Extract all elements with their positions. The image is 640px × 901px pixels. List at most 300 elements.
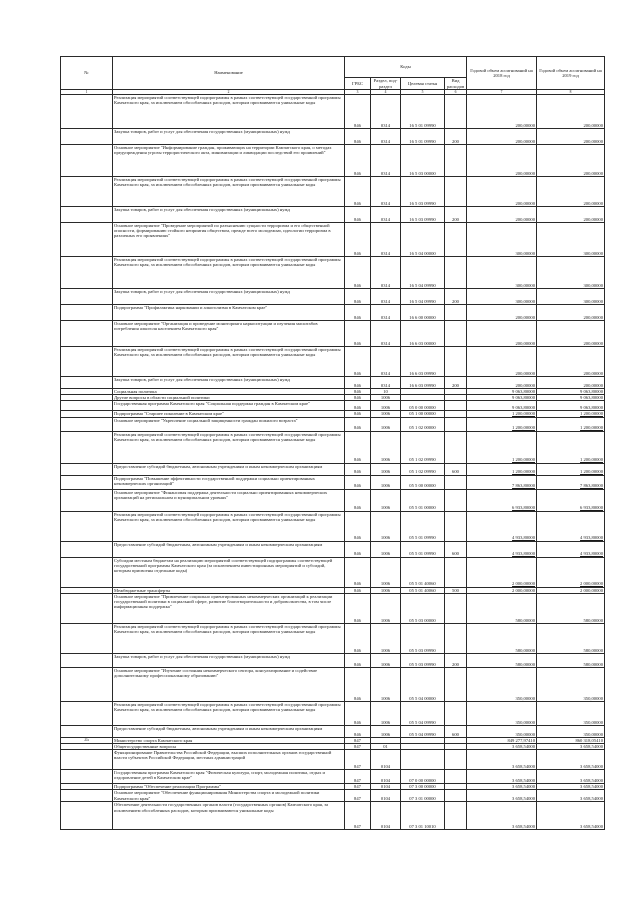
row-grbs: 846 xyxy=(345,401,371,411)
row-number xyxy=(61,653,113,667)
row-razdel: 10 xyxy=(371,389,401,395)
table-row xyxy=(61,431,605,463)
table-row xyxy=(61,257,605,289)
row-csr: 05 5 03 00000 xyxy=(401,593,445,623)
row-number xyxy=(61,177,113,207)
row-csr: 16 5 03 00000 xyxy=(401,145,445,177)
row-vr xyxy=(445,177,467,207)
row-amount-2019: 200,00000 xyxy=(537,321,605,347)
table-row xyxy=(61,207,605,223)
row-grbs: 847 xyxy=(345,750,371,770)
row-razdel: 1006 xyxy=(371,463,401,475)
row-amount-2018: 580,00000 xyxy=(467,593,537,623)
row-grbs: 846 xyxy=(345,257,371,289)
row-amount-2018: 200,00000 xyxy=(467,95,537,129)
row-amount-2019: 350,00000 xyxy=(537,667,605,701)
table-row xyxy=(61,177,605,207)
row-number xyxy=(61,321,113,347)
row-grbs: 846 xyxy=(345,289,371,305)
table-row xyxy=(61,802,605,830)
row-vr xyxy=(445,593,467,623)
row-vr xyxy=(445,321,467,347)
row-amount-2019: 300,00000 xyxy=(537,289,605,305)
row-name: Другие вопросы в области социальной политики xyxy=(113,395,345,401)
row-amount-2018: 200,00000 xyxy=(467,129,537,145)
row-name: Реализация мероприятий соответствующей подпрограммы в рамках соответствующей государственной программы Камчатского края, за исключением обособленных расходов, которым присваиваются уникальные коды xyxy=(113,511,345,541)
table-row xyxy=(61,725,605,737)
row-grbs: 846 xyxy=(345,177,371,207)
row-razdel: 1006 xyxy=(371,475,401,489)
row-number xyxy=(61,463,113,475)
row-vr: 200 xyxy=(445,289,467,305)
row-vr xyxy=(445,623,467,653)
row-csr: 05 0 00 00000 xyxy=(401,401,445,411)
row-amount-2019: 200,00000 xyxy=(537,377,605,389)
row-csr: 05 5 03 09990 xyxy=(401,653,445,667)
row-grbs: 846 xyxy=(345,389,371,395)
row-name: Предоставление субсидий бюджетным, автономным учреждениям и иным некоммерческим организациям xyxy=(113,463,345,475)
row-csr: 16 5 04 00000 xyxy=(401,223,445,257)
row-number xyxy=(61,701,113,725)
row-amount-2018: 1 200,00000 xyxy=(467,463,537,475)
row-number xyxy=(61,305,113,321)
row-grbs: 846 xyxy=(345,667,371,701)
row-number xyxy=(61,623,113,653)
row-razdel: 0314 xyxy=(371,377,401,389)
row-name: Основное мероприятие "Проведение мероприятий по разъяснению сущности терроризма и его общественной опасности, формированию стойкого неприятия обществом, прежде всего молодежью, идеологии терроризма в различных его проявлениях" xyxy=(113,223,345,257)
table-row xyxy=(61,305,605,321)
row-grbs: 846 xyxy=(345,587,371,593)
row-grbs: 846 xyxy=(345,347,371,377)
row-csr: 05 5 04 00000 xyxy=(401,667,445,701)
row-name: Закупка товаров, работ и услуг для обеспечения государственных (муниципальных) нужд xyxy=(113,377,345,389)
row-razdel: 1006 xyxy=(371,587,401,593)
table-row xyxy=(61,770,605,784)
row-amount-2019: 1 200,00000 xyxy=(537,417,605,431)
row-name: Закупка товаров, работ и услуг для обеспечения государственных (муниципальных) нужд xyxy=(113,653,345,667)
row-number xyxy=(61,417,113,431)
row-amount-2018: 350,00000 xyxy=(467,667,537,701)
table-row xyxy=(61,541,605,557)
row-amount-2019: 2 000,00000 xyxy=(537,557,605,587)
row-grbs: 846 xyxy=(345,725,371,737)
row-name: Закупка товаров, работ и услуг для обеспечения государственных (муниципальных) нужд xyxy=(113,289,345,305)
row-razdel: 1006 xyxy=(371,653,401,667)
row-grbs: 846 xyxy=(345,489,371,511)
table-row xyxy=(61,511,605,541)
row-amount-2018: 1 200,00000 xyxy=(467,431,537,463)
row-csr: 16 5 03 09990 xyxy=(401,207,445,223)
row-name: Реализация мероприятий соответствующей подпрограммы в рамках соответствующей государственной программы Камчатского края, за исключением обособленных расходов, которым присваиваются уникальные коды xyxy=(113,431,345,463)
row-name: Общегосударственные вопросы xyxy=(113,744,345,750)
row-name: Государственная программа Камчатского края "Социальная поддержка граждан в Камчатском крае" xyxy=(113,401,345,411)
row-amount-2018: 3 658,54000 xyxy=(467,744,537,750)
row-amount-2018: 300,00000 xyxy=(467,289,537,305)
row-razdel: 0104 xyxy=(371,790,401,802)
row-vr xyxy=(445,802,467,830)
row-csr: 05 5 01 40060 xyxy=(401,587,445,593)
row-amount-2019: 200,00000 xyxy=(537,347,605,377)
row-csr: 05 1 02 00000 xyxy=(401,417,445,431)
row-amount-2019: 580,00000 xyxy=(537,623,605,653)
table-body xyxy=(61,95,605,830)
table-row xyxy=(61,463,605,475)
row-csr: 05 5 01 09990 xyxy=(401,541,445,557)
row-csr xyxy=(401,750,445,770)
row-csr: 05 1 02 09990 xyxy=(401,431,445,463)
row-number xyxy=(61,475,113,489)
row-name: Основное мероприятие "Информирование граждан, проживающих на территории Камчатского края, о методах предупреждения угрозы террористического акта, минимизации и ликвидации последствий его проявлений" xyxy=(113,145,345,177)
row-grbs: 846 xyxy=(345,395,371,401)
row-name: Основное мероприятие "Финансовая поддержка деятельности социально ориентированных некоммерческих организаций на региональном и муниципальном уровнях" xyxy=(113,489,345,511)
row-grbs: 846 xyxy=(345,321,371,347)
row-name: Государственная программа Камчатского края "Физическая культура, спорт, молодежная политика, отдых и оздоровление детей в Камчатском крае" xyxy=(113,770,345,784)
row-grbs: 846 xyxy=(345,95,371,129)
row-name: Реализация мероприятий соответствующей подпрограммы в рамках соответствующей государственной программы Камчатского края, за исключением обособленных расходов, которым присваиваются уникальные коды xyxy=(113,701,345,725)
row-grbs: 846 xyxy=(345,511,371,541)
row-csr: 16 5 01 09990 xyxy=(401,95,445,129)
row-amount-2018: 2 000,00000 xyxy=(467,587,537,593)
row-amount-2019: 3 658,54000 xyxy=(537,790,605,802)
row-csr: 05 5 04 09990 xyxy=(401,701,445,725)
row-amount-2018: 200,00000 xyxy=(467,347,537,377)
row-razdel: 1006 xyxy=(371,725,401,737)
row-name: Основное мероприятие "Укрепление социальной защищенности граждан пожилого возраста" xyxy=(113,417,345,431)
row-vr xyxy=(445,511,467,541)
row-name: Реализация мероприятий соответствующей подпрограммы в рамках соответствующей государственной программы Камчатского края, за исключением обособленных расходов, которым присваиваются уникальные коды xyxy=(113,257,345,289)
row-vr xyxy=(445,401,467,411)
row-grbs: 847 xyxy=(345,802,371,830)
row-vr xyxy=(445,95,467,129)
row-razdel: 0104 xyxy=(371,750,401,770)
row-vr xyxy=(445,750,467,770)
row-number xyxy=(61,802,113,830)
row-number xyxy=(61,541,113,557)
row-number xyxy=(61,431,113,463)
row-name: Субсидии местным бюджетам на реализацию мероприятий соответствующей подпрограммы соответствующей государственной программы Камчатского края (за исключением инвестиционных мероприятий и субсидий, которым присвоены отдельные коды) xyxy=(113,557,345,587)
row-amount-2018: 580,00000 xyxy=(467,623,537,653)
row-amount-2019: 4 933,80000 xyxy=(537,541,605,557)
row-vr: 200 xyxy=(445,377,467,389)
row-razdel: 0314 xyxy=(371,321,401,347)
table-row xyxy=(61,95,605,129)
row-vr xyxy=(445,431,467,463)
table-row xyxy=(61,667,605,701)
row-csr: 05 5 01 40060 xyxy=(401,557,445,587)
row-amount-2018: 200,00000 xyxy=(467,177,537,207)
row-vr: 600 xyxy=(445,725,467,737)
row-name: Межбюджетные трансферты xyxy=(113,587,345,593)
row-razdel: 1006 xyxy=(371,667,401,701)
row-amount-2018: 3 658,54000 xyxy=(467,790,537,802)
table-row xyxy=(61,557,605,587)
row-csr: 16 6 03 09990 xyxy=(401,377,445,389)
row-amount-2018: 300,00000 xyxy=(467,257,537,289)
row-grbs: 846 xyxy=(345,417,371,431)
row-razdel: 1006 xyxy=(371,417,401,431)
row-grbs: 846 xyxy=(345,653,371,667)
row-name: Подпрограмма "Профилактика наркомании и алкоголизма в Камчатском крае" xyxy=(113,305,345,321)
row-razdel: 01 xyxy=(371,744,401,750)
row-razdel: 0314 xyxy=(371,177,401,207)
row-amount-2018: 1 200,00000 xyxy=(467,417,537,431)
row-number xyxy=(61,770,113,784)
row-amount-2019: 200,00000 xyxy=(537,177,605,207)
table-row xyxy=(61,347,605,377)
row-name: Предоставление субсидий бюджетным, автономным учреждениям и иным некоммерческим организациям xyxy=(113,725,345,737)
row-vr xyxy=(445,223,467,257)
table-row xyxy=(61,653,605,667)
table-header-row xyxy=(61,57,605,78)
row-razdel: 0314 xyxy=(371,257,401,289)
row-number xyxy=(61,95,113,129)
header-grbs: ГРБС xyxy=(345,78,371,90)
row-grbs: 846 xyxy=(345,463,371,475)
row-name: Обеспечение деятельности государственных органов власти (государственных органов) Камчатского края, за исключением обособленных расходов, которым присваиваются уникальные коды xyxy=(113,802,345,830)
row-grbs: 846 xyxy=(345,431,371,463)
row-grbs: 846 xyxy=(345,475,371,489)
table-row xyxy=(61,401,605,411)
row-csr: 05 5 01 09990 xyxy=(401,511,445,541)
row-number xyxy=(61,725,113,737)
row-vr: 500 xyxy=(445,587,467,593)
row-name: Реализация мероприятий соответствующей подпрограммы в рамках соответствующей государственной программы Камчатского края, за исключением обособленных расходов, которым присваиваются уникальные коды xyxy=(113,177,345,207)
row-vr xyxy=(445,417,467,431)
row-vr xyxy=(445,557,467,587)
row-name: Основное мероприятие "Обеспечение функционирования Министерства спорта и молодежной политики Камчатского края" xyxy=(113,790,345,802)
row-number xyxy=(61,401,113,411)
row-grbs: 847 xyxy=(345,770,371,784)
row-amount-2019: 9 063,80000 xyxy=(537,401,605,411)
row-razdel: 1006 xyxy=(371,431,401,463)
row-amount-2019: 3 658,54000 xyxy=(537,744,605,750)
row-number: 35 xyxy=(61,737,113,743)
row-vr: 200 xyxy=(445,207,467,223)
row-amount-2018: 3 658,54000 xyxy=(467,770,537,784)
row-amount-2019: 6 933,80000 xyxy=(537,489,605,511)
row-amount-2019: 3 658,54000 xyxy=(537,784,605,790)
row-razdel: 1006 xyxy=(371,623,401,653)
row-name: Закупка товаров, работ и услуг для обеспечения государственных (муниципальных) нужд xyxy=(113,129,345,145)
row-razdel: 1006 xyxy=(371,557,401,587)
row-amount-2018: 4 933,80000 xyxy=(467,511,537,541)
column-index: 2 xyxy=(113,90,345,95)
row-amount-2019: 9 063,80000 xyxy=(537,395,605,401)
row-amount-2019: 860 318,05410 xyxy=(537,737,605,743)
row-csr: 05 5 00 00000 xyxy=(401,475,445,489)
table-row xyxy=(61,623,605,653)
row-amount-2019: 3 658,54000 xyxy=(537,802,605,830)
table-row xyxy=(61,145,605,177)
row-number xyxy=(61,593,113,623)
row-number xyxy=(61,129,113,145)
row-name: Подпрограмма "Старшее поколение в Камчатском крае" xyxy=(113,411,345,417)
row-amount-2018: 350,00000 xyxy=(467,725,537,737)
row-csr: 16 5 03 09990 xyxy=(401,177,445,207)
row-amount-2018: 200,00000 xyxy=(467,377,537,389)
row-amount-2018: 3 658,54000 xyxy=(467,802,537,830)
row-vr xyxy=(445,475,467,489)
row-csr: 16 6 00 00000 xyxy=(401,305,445,321)
row-name: Реализация мероприятий соответствующей подпрограммы в рамках соответствующей государственной программы Камчатского края, за исключением обособленных расходов, которым присваиваются уникальные коды xyxy=(113,347,345,377)
row-razdel: 0104 xyxy=(371,770,401,784)
row-razdel: 0314 xyxy=(371,305,401,321)
row-name: Подпрограмма "Обеспечение реализации Программы" xyxy=(113,784,345,790)
row-grbs: 846 xyxy=(345,593,371,623)
row-csr: 05 1 02 09990 xyxy=(401,463,445,475)
row-razdel: 0314 xyxy=(371,129,401,145)
row-grbs: 846 xyxy=(345,305,371,321)
row-number xyxy=(61,289,113,305)
table-row xyxy=(61,475,605,489)
row-grbs: 847 xyxy=(345,737,371,743)
row-number xyxy=(61,223,113,257)
column-index: 3 xyxy=(345,90,371,95)
row-razdel: 1006 xyxy=(371,411,401,417)
row-number xyxy=(61,511,113,541)
table-row xyxy=(61,593,605,623)
row-name: Реализация мероприятий соответствующей подпрограммы в рамках соответствующей государственной программы Камчатского края, за исключением обособленных расходов, которым присваиваются уникальные коды xyxy=(113,95,345,129)
row-amount-2019: 580,00000 xyxy=(537,653,605,667)
row-amount-2018: 9 063,80000 xyxy=(467,389,537,395)
row-number xyxy=(61,145,113,177)
table-row xyxy=(61,701,605,725)
row-name: Основное мероприятие "Привлечение социально ориентированных некоммерческих организаций к реализации государственной политики в социальной сфере, развитие благотворительности и добровольчества, в том числе информационная поддержка" xyxy=(113,593,345,623)
row-vr: 200 xyxy=(445,129,467,145)
row-grbs: 846 xyxy=(345,129,371,145)
row-razdel: 0104 xyxy=(371,784,401,790)
row-amount-2018: 9 063,80000 xyxy=(467,395,537,401)
row-name: Социальная политика xyxy=(113,389,345,395)
row-grbs: 846 xyxy=(345,411,371,417)
row-amount-2019: 580,00000 xyxy=(537,593,605,623)
row-vr xyxy=(445,145,467,177)
row-grbs: 846 xyxy=(345,623,371,653)
budget-document xyxy=(60,56,604,830)
row-amount-2019: 3 658,54000 xyxy=(537,770,605,784)
row-razdel: 0314 xyxy=(371,223,401,257)
row-grbs: 847 xyxy=(345,784,371,790)
row-csr: 05 1 00 00000 xyxy=(401,411,445,417)
row-number xyxy=(61,557,113,587)
row-name: Основное мероприятие "Изучение состояния некоммерческого сектора, консультирование и содействие дополнительному профессиональному образованию" xyxy=(113,667,345,701)
row-csr: 16 5 04 09990 xyxy=(401,257,445,289)
row-number xyxy=(61,347,113,377)
row-razdel: 1006 xyxy=(371,541,401,557)
row-amount-2018: 200,00000 xyxy=(467,145,537,177)
table-row xyxy=(61,790,605,802)
row-razdel: 1006 xyxy=(371,701,401,725)
row-vr xyxy=(445,701,467,725)
row-amount-2019: 300,00000 xyxy=(537,257,605,289)
row-csr: 05 5 04 09990 xyxy=(401,725,445,737)
row-amount-2018: 350,00000 xyxy=(467,701,537,725)
header-2019: Годовой объем ассигнований на 2019 год xyxy=(537,57,605,90)
header-csr: Целевая статья xyxy=(401,78,445,90)
row-amount-2019: 200,00000 xyxy=(537,145,605,177)
table-row xyxy=(61,377,605,389)
column-index: 7 xyxy=(467,90,537,95)
row-csr: 07 3 00 00000 xyxy=(401,784,445,790)
row-amount-2019: 2 000,00000 xyxy=(537,587,605,593)
header-name: Наименование xyxy=(113,57,345,90)
row-vr: 600 xyxy=(445,541,467,557)
row-amount-2018: 580,00000 xyxy=(467,653,537,667)
row-razdel: 0314 xyxy=(371,207,401,223)
row-grbs: 846 xyxy=(345,541,371,557)
row-razdel: 1006 xyxy=(371,511,401,541)
row-name: Предоставление субсидий бюджетным, автономным учреждениям и иным некоммерческим организациям xyxy=(113,541,345,557)
column-index: 1 xyxy=(61,90,113,95)
row-grbs: 846 xyxy=(345,377,371,389)
row-vr xyxy=(445,770,467,784)
row-grbs: 847 xyxy=(345,744,371,750)
row-name: Подпрограмма "Повышение эффективности государственной поддержки социально ориентированных некоммерческих организаций" xyxy=(113,475,345,489)
header-2018: Годовой объем ассигнований на 2018 год xyxy=(467,57,537,90)
row-amount-2019: 7 863,80000 xyxy=(537,475,605,489)
row-amount-2018: 849 277,97410 xyxy=(467,737,537,743)
header-vr: Вид расходов xyxy=(445,78,467,90)
table-row xyxy=(61,223,605,257)
row-amount-2019: 4 933,80000 xyxy=(537,511,605,541)
row-amount-2019: 200,00000 xyxy=(537,129,605,145)
row-csr: 16 5 01 09990 xyxy=(401,129,445,145)
row-amount-2018: 3 658,54000 xyxy=(467,784,537,790)
row-csr: 07 0 00 00000 xyxy=(401,770,445,784)
row-razdel: 1006 xyxy=(371,401,401,411)
table-row xyxy=(61,417,605,431)
column-index: 4 xyxy=(371,90,401,95)
column-index: 6 xyxy=(445,90,467,95)
row-amount-2018: 200,00000 xyxy=(467,207,537,223)
row-csr: 07 3 01 00000 xyxy=(401,790,445,802)
row-amount-2019: 200,00000 xyxy=(537,207,605,223)
row-amount-2018: 6 933,80000 xyxy=(467,489,537,511)
row-amount-2018: 7 863,80000 xyxy=(467,475,537,489)
row-razdel: 1006 xyxy=(371,593,401,623)
row-vr xyxy=(445,257,467,289)
row-amount-2018: 9 063,80000 xyxy=(467,401,537,411)
row-amount-2019: 1 200,00000 xyxy=(537,411,605,417)
row-vr: 600 xyxy=(445,463,467,475)
header-razdel: Раздел, под-раздел xyxy=(371,78,401,90)
row-csr: 07 3 01 10010 xyxy=(401,802,445,830)
row-name: Закупка товаров, работ и услуг для обеспечения государственных (муниципальных) нужд xyxy=(113,207,345,223)
row-amount-2019: 9 063,80000 xyxy=(537,389,605,395)
row-razdel: 0314 xyxy=(371,95,401,129)
row-number xyxy=(61,257,113,289)
row-number xyxy=(61,207,113,223)
row-grbs: 846 xyxy=(345,223,371,257)
row-razdel: 0314 xyxy=(371,289,401,305)
row-grbs: 847 xyxy=(345,790,371,802)
row-csr: 05 5 03 09990 xyxy=(401,623,445,653)
row-razdel: 0314 xyxy=(371,347,401,377)
row-razdel: 1006 xyxy=(371,489,401,511)
row-amount-2019: 1 200,00000 xyxy=(537,431,605,463)
row-csr: 05 5 01 00000 xyxy=(401,489,445,511)
row-grbs: 846 xyxy=(345,557,371,587)
row-amount-2019: 3 658,54000 xyxy=(537,750,605,770)
row-csr: 16 6 03 00000 xyxy=(401,321,445,347)
row-name: Основное мероприятие "Организация и проведение мониторинга наркоситуации и изучения масштабов потребления алкоголя населением Камчатского края" xyxy=(113,321,345,347)
row-amount-2019: 200,00000 xyxy=(537,305,605,321)
row-grbs: 846 xyxy=(345,701,371,725)
row-grbs: 846 xyxy=(345,207,371,223)
row-name: Реализация мероприятий соответствующей подпрограммы в рамках соответствующей государственной программы Камчатского края, за исключением обособленных расходов, которым присваиваются уникальные коды xyxy=(113,623,345,653)
row-number xyxy=(61,667,113,701)
row-amount-2018: 4 933,80000 xyxy=(467,541,537,557)
